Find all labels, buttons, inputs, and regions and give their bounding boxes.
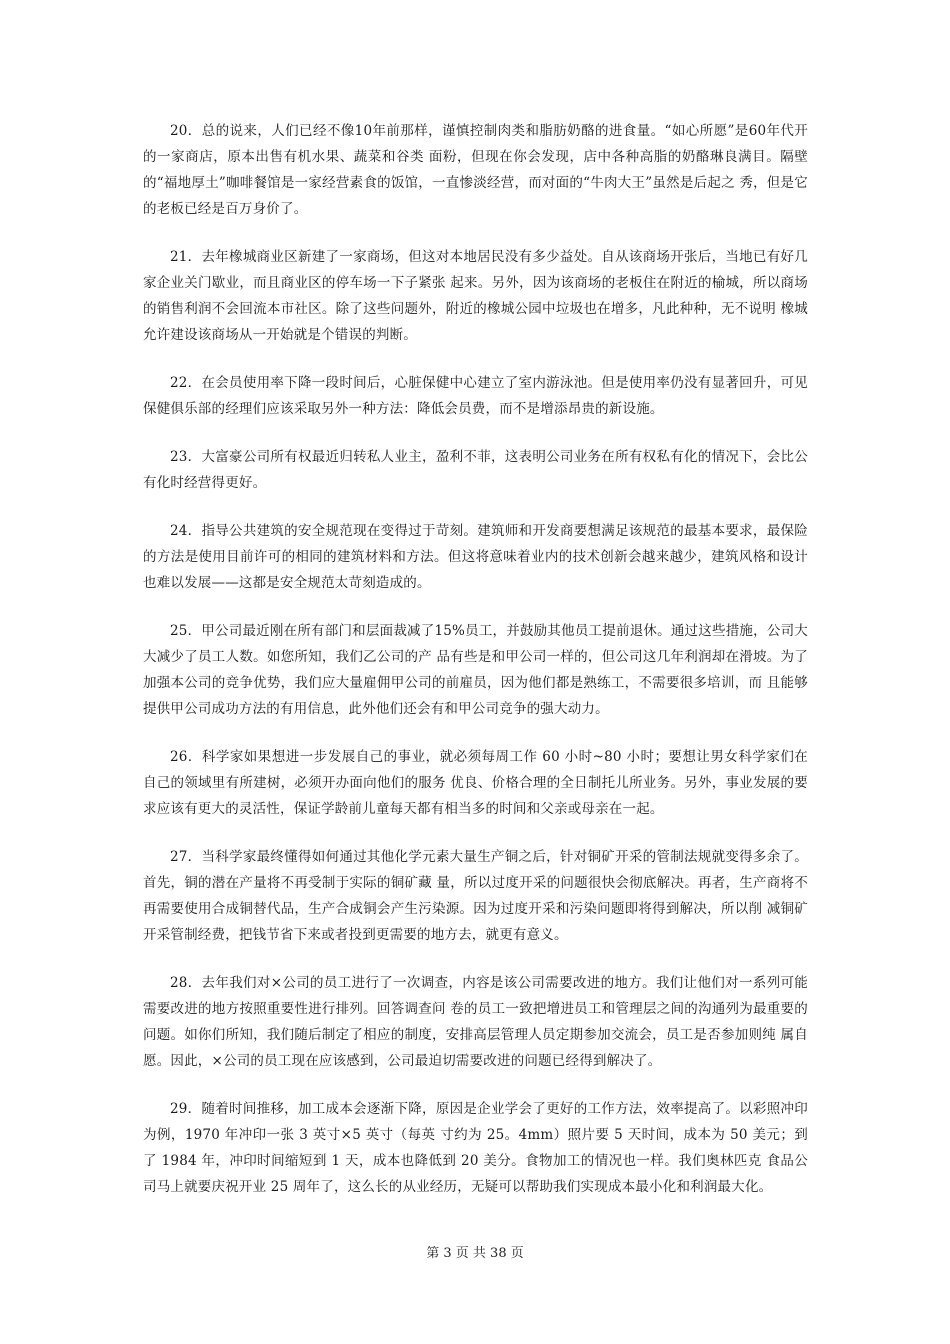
paragraph-28: 28．去年我们对×公司的员工进行了一次调查，内容是该公司需要改进的地方。我们让他们对一系列可能需要改进的地方按照重要性进行排列。回答调查问 卷的员工一致把增进员工和管理层之间的沟通列为最重要的问题。如你们所知，我们随后制定了相应的制度，安排高层管理人员定期参加交流会，员工是否参加则纯 属自愿。因此，×公司的员工现在应该感到，公司最迫切需要改进的问题已经得到解决了。	[143, 975, 808, 1069]
paragraph-26: 26．科学家如果想进一步发展自己的事业，就必须每周工作 60 小时~80 小时；要想让男女科学家们在自己的领域里有所建树，必须开办面向他们的服务 优良、价格合理的全日制托儿所业务。另外，事业发展的要求应该有更大的灵活性，保证学龄前儿童每天都有相当多的时间和父亲或母亲在一起。	[143, 749, 808, 817]
paragraph-25: 25．甲公司最近刚在所有部门和层面裁减了15%员工，并鼓励其他员工提前退休。通过这些措施，公司大大减少了员工人数。如您所知，我们乙公司的产 品有些是和甲公司一样的，但公司这几年利润却在滑坡。为了加强本公司的竞争优势，我们应大量雇佣甲公司的前雇员，因为他们都是熟练工，不需要很多培训，而 且能够提供甲公司成功方法的有用信息，此外他们还会有和甲公司竞争的强大动力。	[143, 623, 808, 717]
paragraph-23: 23．大富豪公司所有权最近归转私人业主，盈利不菲，这表明公司业务在所有权私有化的情况下，会比公有化时经营得更好。	[143, 449, 808, 491]
paragraph-22: 22．在会员使用率下降一段时间后，心脏保健中心建立了室内游泳池。但是使用率仍没有显著回升，可见保健俱乐部的经理们应该采取另外一种方法：降低会员费，而不是增添昂贵的新设施。	[143, 375, 808, 417]
paragraph-20: 20．总的说来，人们已经不像10年前那样，谨慎控制肉类和脂肪奶酪的进食量。“如心所愿”是60年代开的一家商店，原本出售有机水果、蔬菜和谷类 面粉，但现在你会发现，店中各种高脂的奶酪琳良满目。隔壁的“福地厚土”咖啡餐馆是一家经营素食的饭馆，一直惨淡经营，而对面的“牛肉大王”虽然是后起之 秀，但是它的老板已经是百万身价了。	[143, 123, 808, 217]
document-body	[143, 118, 808, 1222]
paragraph-29: 29．随着时间推移，加工成本会逐渐下降，原因是企业学会了更好的工作方法，效率提高了。以彩照冲印为例，1970 年冲印一张 3 英寸×5 英寸（每英 寸约为 25。4mm）照片要 5 天时间，成本为 50 美元；到了 1984 年，冲印时间缩短到 1 天，成本也降低到 20 美分。食物加工的情况也一样。我们奥林匹克 食品公司马上就要庆祝开业 25 周年了，这么长的从业经历，无疑可以帮助我们实现成本最小化和利润最大化。	[143, 1101, 808, 1195]
paragraph-27: 27．当科学家最终懂得如何通过其他化学元素大量生产铜之后，针对铜矿开采的管制法规就变得多余了。首先，铜的潜在产量将不再受制于实际的铜矿藏 量，所以过度开采的问题很快会彻底解决。再者，生产商将不再需要使用合成铜替代品，生产合成铜会产生污染源。因为过度开采和污染问题即将得到解决，所以削 减铜矿开采管制经费，把钱节省下来或者投到更需要的地方去，就更有意义。	[143, 849, 808, 943]
paragraph-24: 24．指导公共建筑的安全规范现在变得过于苛刻。建筑师和开发商要想满足该规范的最基本要求，最保险的方法是使用目前许可的相同的建筑材料和方法。但这将意味着业内的技术创新会越来越少，建筑风格和设计也难以发展——这都是安全规范太苛刻造成的。	[143, 523, 808, 591]
paragraph-21: 21．去年橡城商业区新建了一家商场，但这对本地居民没有多少益处。自从该商场开张后，当地已有好几家企业关门歇业，而且商业区的停车场一下子紧张 起来。另外，因为该商场的老板住在附近的榆城，所以商场的销售利润不会回流本市社区。除了这些问题外，附近的橡城公园中垃圾也在增多，凡此种种，无不说明 橡城允许建设该商场从一开始就是个错误的判断。	[143, 249, 808, 343]
page-number-footer: 第 3 页 共 38 页	[426, 1246, 524, 1261]
